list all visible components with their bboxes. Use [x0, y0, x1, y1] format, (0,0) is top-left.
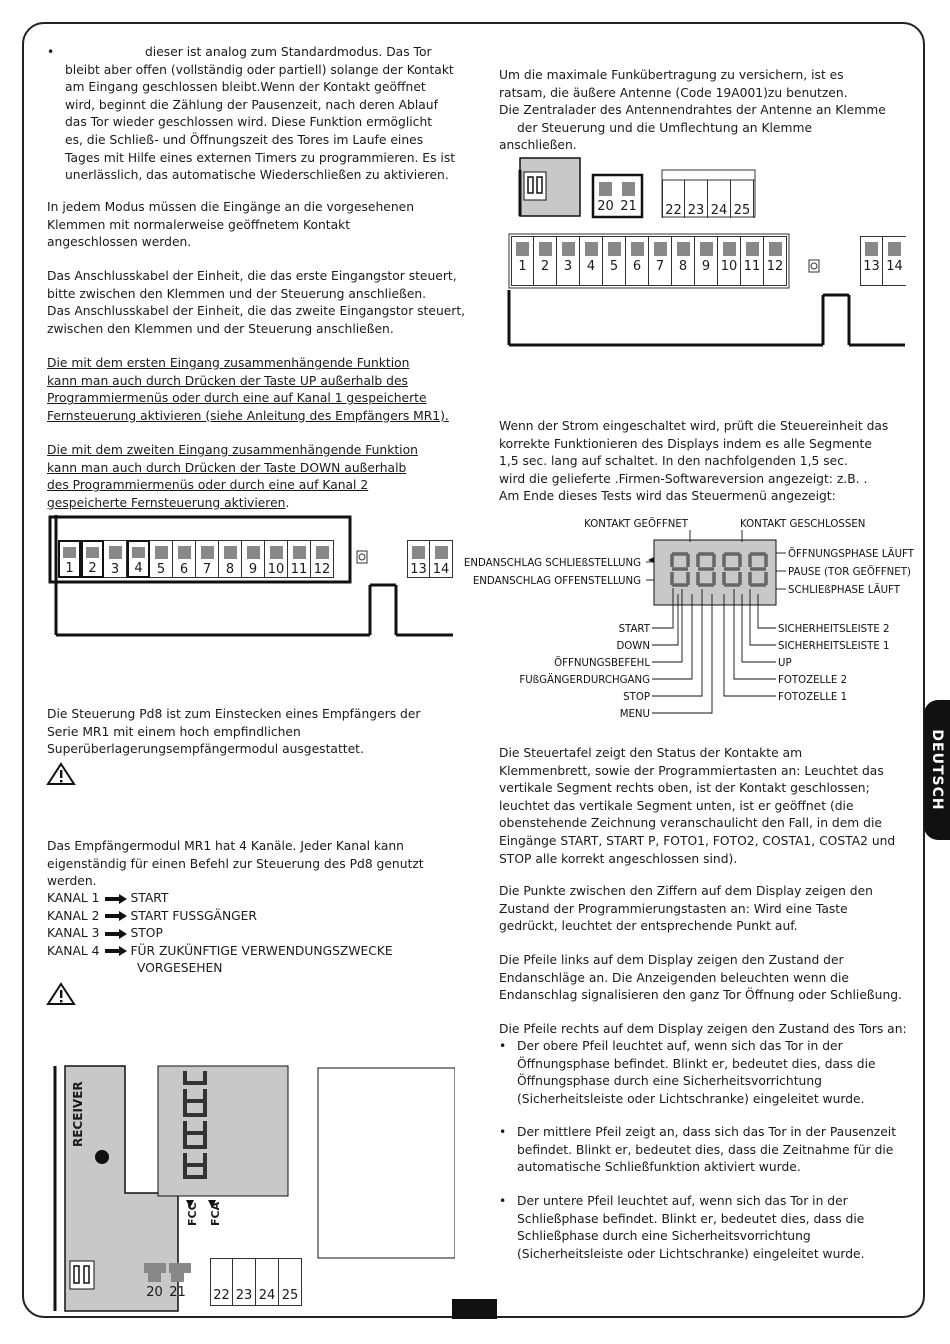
bullet-top-arrow: • Der obere Pfeil leuchtet auf, wenn sich das Tor in der Öffnungsphase befindet. Blinkt er, bedeutet dies, dass die Öffnungsphase durch eine Sicherheitsvorrichtung (Sicherheitsleiste oder Lichtschranke) eingeleitet wurde. [499, 1039, 876, 1106]
label-oeffnung: ÖFFNUNGSPHASE LÄUFT [788, 549, 914, 560]
terminal: 25 [279, 1258, 302, 1306]
fcc-label: FCC [186, 1202, 199, 1226]
fca-label: FCA [209, 1201, 222, 1226]
para-up-function: Die mit dem ersten Eingang zusammenhängende Funktion kann man auch durch Drücken der Taste UP außerhalb des Programmiermenüs oder durch eine auf Kanal 1 gespeicherte Fernsteuerung aktivieren (siehe Anleitung des Empfängers MR1). [47, 356, 449, 423]
display-diagram [460, 512, 920, 727]
arrow-right-icon [105, 930, 127, 938]
terminal: 14 [430, 540, 453, 578]
para-right-arrows: Die Pfeile rechts auf dem Display zeigen den Zustand des Tors an: [499, 1022, 907, 1036]
para-status: Die Steuertafel zeigt den Status der Kontakte am Klemmenbrett, sowie der Programmiertasten an: Leuchtet das vertikale Segment rechts oben, ist der Kontakt geschlossen; leuchtet das vertikale Segment unten, ist er geöffnet (die obenstehende Zeichnung veranschaulicht den Fall, in dem die Eingänge START, START P, FOTO1, FOTO2, COSTA1, COSTA2 und STOP alle korrekt angeschlossen sind). [499, 746, 896, 866]
terminal: 7 [196, 540, 219, 578]
label-schliess: SCHLIEßPHASE LÄUFT [788, 585, 900, 596]
warning-icon [46, 982, 76, 1006]
terminal: 6 [173, 540, 196, 578]
terminal: 11 [288, 540, 311, 578]
terminal-block-22-25 [210, 1258, 302, 1306]
terminal: 10 [718, 236, 741, 286]
terminal: 1 [511, 236, 534, 286]
para-mr1: Das Empfängermodul MR1 hat 4 Kanäle. Jeder Kanal kann eigenständig für einen Befehl zur Steuerung des Pd8 genutzt werden. [47, 839, 424, 889]
label-kontakt-offen: KONTAKT GEÖFFNET [584, 519, 688, 530]
para-down-function: Die mit dem zweiten Eingang zusammenhängende Funktion kann man auch durch Drücken der Taste DOWN außerhalb des Programmiermenüs oder durch eine auf Kanal 2 gespeicherte Fernsteuerung aktivieren. [47, 443, 418, 510]
label-foto1: FOTOZELLE 1 [778, 692, 848, 703]
label-down: DOWN [616, 641, 650, 652]
arrow-right-icon [105, 912, 127, 920]
terminal: 3 [104, 540, 127, 578]
arrow-right-icon [105, 947, 127, 955]
terminal: 3 [557, 236, 580, 286]
terminal: 2 [534, 236, 557, 286]
language-tab: DEUTSCH [924, 700, 950, 840]
terminal: 9 [695, 236, 718, 286]
terminal: 10 [265, 540, 288, 578]
terminal: 12 [764, 236, 787, 286]
label-oeffnungsbefehl: ÖFFNUNGSBEFEHL [554, 658, 650, 669]
terminal: 20 [594, 177, 617, 215]
left-wiring-diagram [48, 515, 453, 640]
label-stop: STOP [623, 692, 650, 703]
terminal: 21 [617, 177, 640, 215]
bullet-bottom-arrow: • Der untere Pfeil leuchtet auf, wenn sich das Tor in der Schließphase befindet. Blinkt er, bedeutet dies, dass die Schließphase durch eine Sicherheitsvorrichtung (Sicherheitsleiste oder Lichtschranke) eingeleitet wurde. [499, 1194, 865, 1261]
para-modes: In jedem Modus müssen die Eingänge an die vorgesehenen Klemmen mit normalerweise geöffnetem Kontakt angeschlossen werden. [47, 200, 414, 250]
para-pd8: Die Steuerung Pd8 ist zum Einstecken eines Empfängers der Serie MR1 mit einem hoch empfindlichen Superüberlagerungsempfängermodul ausgestattet. [47, 707, 421, 757]
label-sicherheit2: SICHERHEITSLEISTE 2 [778, 624, 890, 635]
terminal: 23 [233, 1258, 256, 1306]
label-foto2: FOTOZELLE 2 [778, 675, 848, 686]
terminal: 14 [883, 236, 906, 286]
terminal: 8 [672, 236, 695, 286]
terminal-block-20-21 [594, 177, 640, 215]
para-power-on: Wenn der Strom eingeschaltet wird, prüft die Steuereinheit das korrekte Funktionieren des Displays indem es alle Segmente 1,5 sec. lang auf schaltet. In den nachfolgenden 1,5 sec. wird die gelieferte .Firmen-Softwareversion angezeigt: z.B. . Am Ende dieses Tests wird das Steuermenü angezeigt: [499, 419, 889, 504]
terminal-block-20-21 [143, 1263, 189, 1301]
channel-list: KANAL 1 START KANAL 2 START FUSSGÄNGER KANAL 3 STOP KANAL 4 FÜR ZUKÜNFTIGE VERWENDUNGSZWECKE VORGESEHEN [47, 891, 393, 976]
terminal: 22 [210, 1258, 233, 1306]
terminal: 12 [311, 540, 334, 578]
page-number-box [452, 1299, 497, 1319]
terminal: 24 [256, 1258, 279, 1306]
para-antenna: Um die maximale Funkübertragung zu versichern, ist es ratsam, die äußere Antenne (Code 19A001)zu benutzen. Die Zentralader des Antennendrahtes der Antenne an Klemme der Steuerung und die Umflechtung an Klemme anschließen. [499, 68, 886, 153]
terminal: 11 [741, 236, 764, 286]
terminal: 6 [626, 236, 649, 286]
terminal-block-right-b [860, 236, 906, 286]
terminal: 8 [219, 540, 242, 578]
terminal: 5 [603, 236, 626, 286]
label-kontakt-geschlossen: KONTAKT GESCHLOSSEN [740, 519, 866, 530]
terminal: 21 [166, 1263, 189, 1301]
terminal: 13 [407, 540, 430, 578]
terminal: 5 [150, 540, 173, 578]
label-fussgaenger: FUßGÄNGERDURCHGANG [519, 675, 650, 686]
terminal: 1 [58, 540, 81, 578]
label-up: UP [778, 658, 792, 669]
arrow-right-icon [105, 895, 127, 903]
receiver-label: RECEIVER [71, 1081, 85, 1147]
label-endanschlag-offen: ENDANSCHLAG OFFENSTELLUNG [472, 576, 641, 587]
label-sicherheit1: SICHERHEITSLEISTE 1 [778, 641, 890, 652]
bullet-middle-arrow: • Der mittlere Pfeil zeigt an, dass sich das Tor in der Pausenzeit befindet. Blinkt er, bedeutet dies, dass die Zeitnahme für die automatische Schließfunktion aktiviert wurde. [499, 1125, 897, 1175]
label-pause: PAUSE (TOR GEÖFFNET) [788, 567, 911, 578]
terminal: 7 [649, 236, 672, 286]
para-dots: Die Punkte zwischen den Ziffern auf dem Display zeigen den Zustand der Programmierungstasten an: Wird eine Taste gedrückt, leuchtet der entsprechende Punkt auf. [499, 884, 873, 934]
terminal-block-right [511, 236, 787, 286]
terminal: 13 [860, 236, 883, 286]
terminal: 20 [143, 1263, 166, 1301]
terminal: 9 [242, 540, 265, 578]
label-endanschlag-schliess: ENDANSCHLAG SCHLIEßSTELLUNG [463, 558, 641, 569]
terminal: 4 [127, 540, 150, 578]
para-left-arrows: Die Pfeile links auf dem Display zeigen den Zustand der Endanschläge an. Die Anzeigenden beleuchten wenn die Endanschlag signalisieren den ganz Tor Öffnung oder Schließung. [499, 953, 902, 1003]
mode-bullet: • dieser ist analog zum Standardmodus. Das Tor bleibt aber offen (vollständig oder partiell) solange der Kontakt am Eingang geschlossen bleibt.Wenn der Kontakt geöffnet wird, beginnt die Zählung der Pausenzeit, nach deren Ablauf das Tor wieder geschlossen wird. Diese Funktion ermöglicht es, die Schließ- und Öffnungszeit des Tores im Laufe eines Tages mit Hilfe eines externen Timers zu programmieren. Es ist unerlässlich, das automatische Wiederschließen zu aktivieren. [47, 45, 456, 183]
terminal: 25 [731, 180, 754, 218]
label-start: START [618, 624, 650, 635]
para-cable: Das Anschlusskabel der Einheit, die das erste Eingangstor steuert, bitte zwischen den Klemmen und der Steuerung anschließen. Das Anschlusskabel der Einheit, die das zweite Eingangstor steuert, zwischen den Klemmen und der Steuerung anschließen. [47, 269, 466, 336]
terminal: 24 [708, 180, 731, 218]
terminal: 22 [662, 180, 685, 218]
terminal: 2 [81, 540, 104, 578]
terminal-block-22-25 [662, 180, 754, 218]
warning-icon [46, 762, 76, 786]
terminal: 4 [580, 236, 603, 286]
label-menu: MENU [619, 709, 650, 720]
terminal: 23 [685, 180, 708, 218]
